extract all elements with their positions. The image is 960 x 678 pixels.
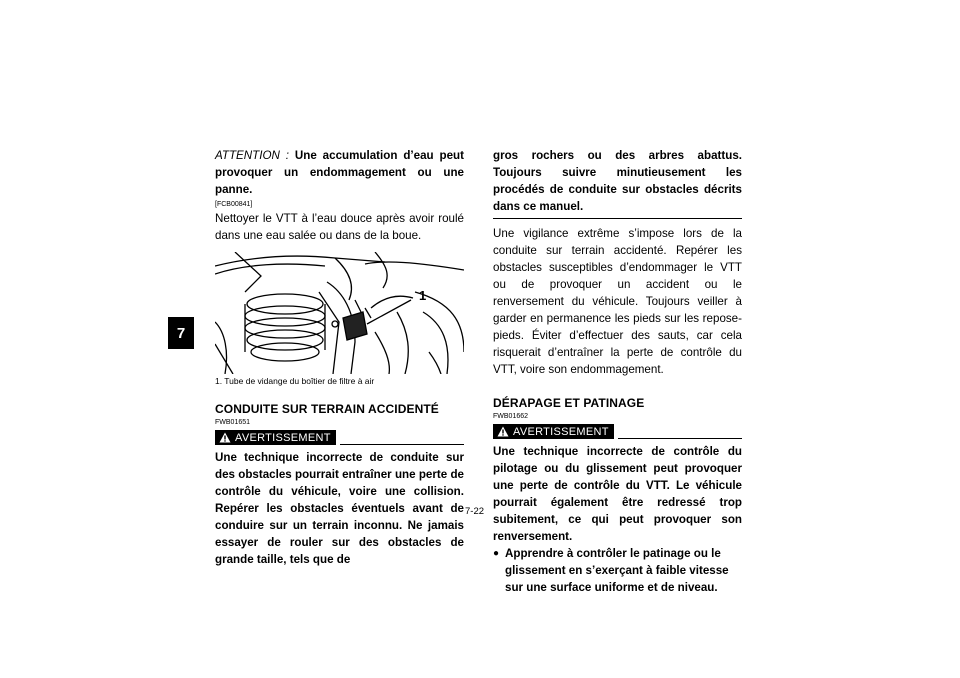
section-title-rough-terrain: CONDUITE SUR TERRAIN ACCIDENTÉ: [215, 402, 439, 416]
chapter-tab: [168, 317, 194, 349]
bullet-text: Apprendre à contrôler le patinage ou le glissement en s’exerçant à faible vitesse sur une surface uniforme et de niveau.: [505, 547, 729, 594]
chapter-tab-label: 7: [176, 324, 186, 342]
warning-badge: [215, 430, 336, 445]
warning-badge-2: [493, 424, 614, 439]
left-column: [215, 147, 464, 568]
right-column: [493, 147, 742, 596]
bullet-dot-icon: ●: [493, 548, 500, 559]
bullet-item: [493, 545, 742, 596]
page-number: 7-22: [465, 506, 485, 517]
atv-illustration: [215, 252, 464, 374]
warning-triangle-icon: [497, 426, 509, 437]
attention-ref-code: [FCB00841]: [215, 201, 253, 208]
warning-rule-2: [618, 438, 742, 439]
attention-notice: [215, 147, 464, 198]
warning-code-2: FWB01662: [493, 413, 529, 420]
warning-continuation: gros rochers ou des arbres abattus. Toujours suivre minutieusement les procédés de conduite sur obstacles décrits dans ce manuel.: [493, 149, 742, 213]
warning-header-2: [493, 424, 742, 439]
attention-text: Une accumulation d’eau peut provoquer un endommagement ou une panne.: [215, 149, 464, 196]
warning-code: FWB01651: [215, 419, 251, 426]
warning-header: [215, 430, 464, 445]
warning-label-2: AVERTISSEMENT: [513, 425, 609, 438]
figure-callout: 1: [419, 288, 427, 303]
warning-label: AVERTISSEMENT: [235, 431, 331, 444]
warning-rule: [340, 444, 464, 445]
rough-terrain-paragraph: Une vigilance extrême s’impose lors de la conduite sur terrain accidenté. Repérer les obstacles susceptibles d’endommager le VTT ou de provoquer un accident ou le renversement du véhicule. Toujours veiller à garder en permanence les pieds sur les repose-pieds. Éviter d’effectuer des sauts, car cela risquerait d’entraîner la perte de contrôle du VTT, voire son endommagement.: [493, 227, 742, 376]
warning-text: Une technique incorrecte de conduite sur des obstacles pourrait entraîner une perte de contrôle du véhicule, voire une collision. Repérer les obstacles éventuels avant de conduire sur un terrain inconnu. Ne jamais essayer de rouler sur des obstacles de grande taille, tels que de: [215, 451, 464, 566]
air-filter-drain-figure: [215, 252, 464, 374]
section-title-skidding: DÉRAPAGE ET PATINAGE: [493, 396, 645, 410]
intro-paragraph: Nettoyer le VTT à l’eau douce après avoir roulé dans une eau salée ou dans de la boue.: [215, 212, 464, 242]
attention-label: ATTENTION :: [215, 149, 289, 162]
warning-end-rule: [493, 218, 742, 219]
warning-text-2: Une technique incorrecte de contrôle du pilotage ou du glissement peut provoquer une perte de contrôle du VTT. Le véhicule pourrait également être redressé trop subitement, ce qui peut provoquer son renversement.: [493, 445, 742, 543]
figure-caption: 1. Tube de vidange du boîtier de filtre à air: [215, 376, 375, 386]
warning-triangle-icon: [219, 432, 231, 443]
